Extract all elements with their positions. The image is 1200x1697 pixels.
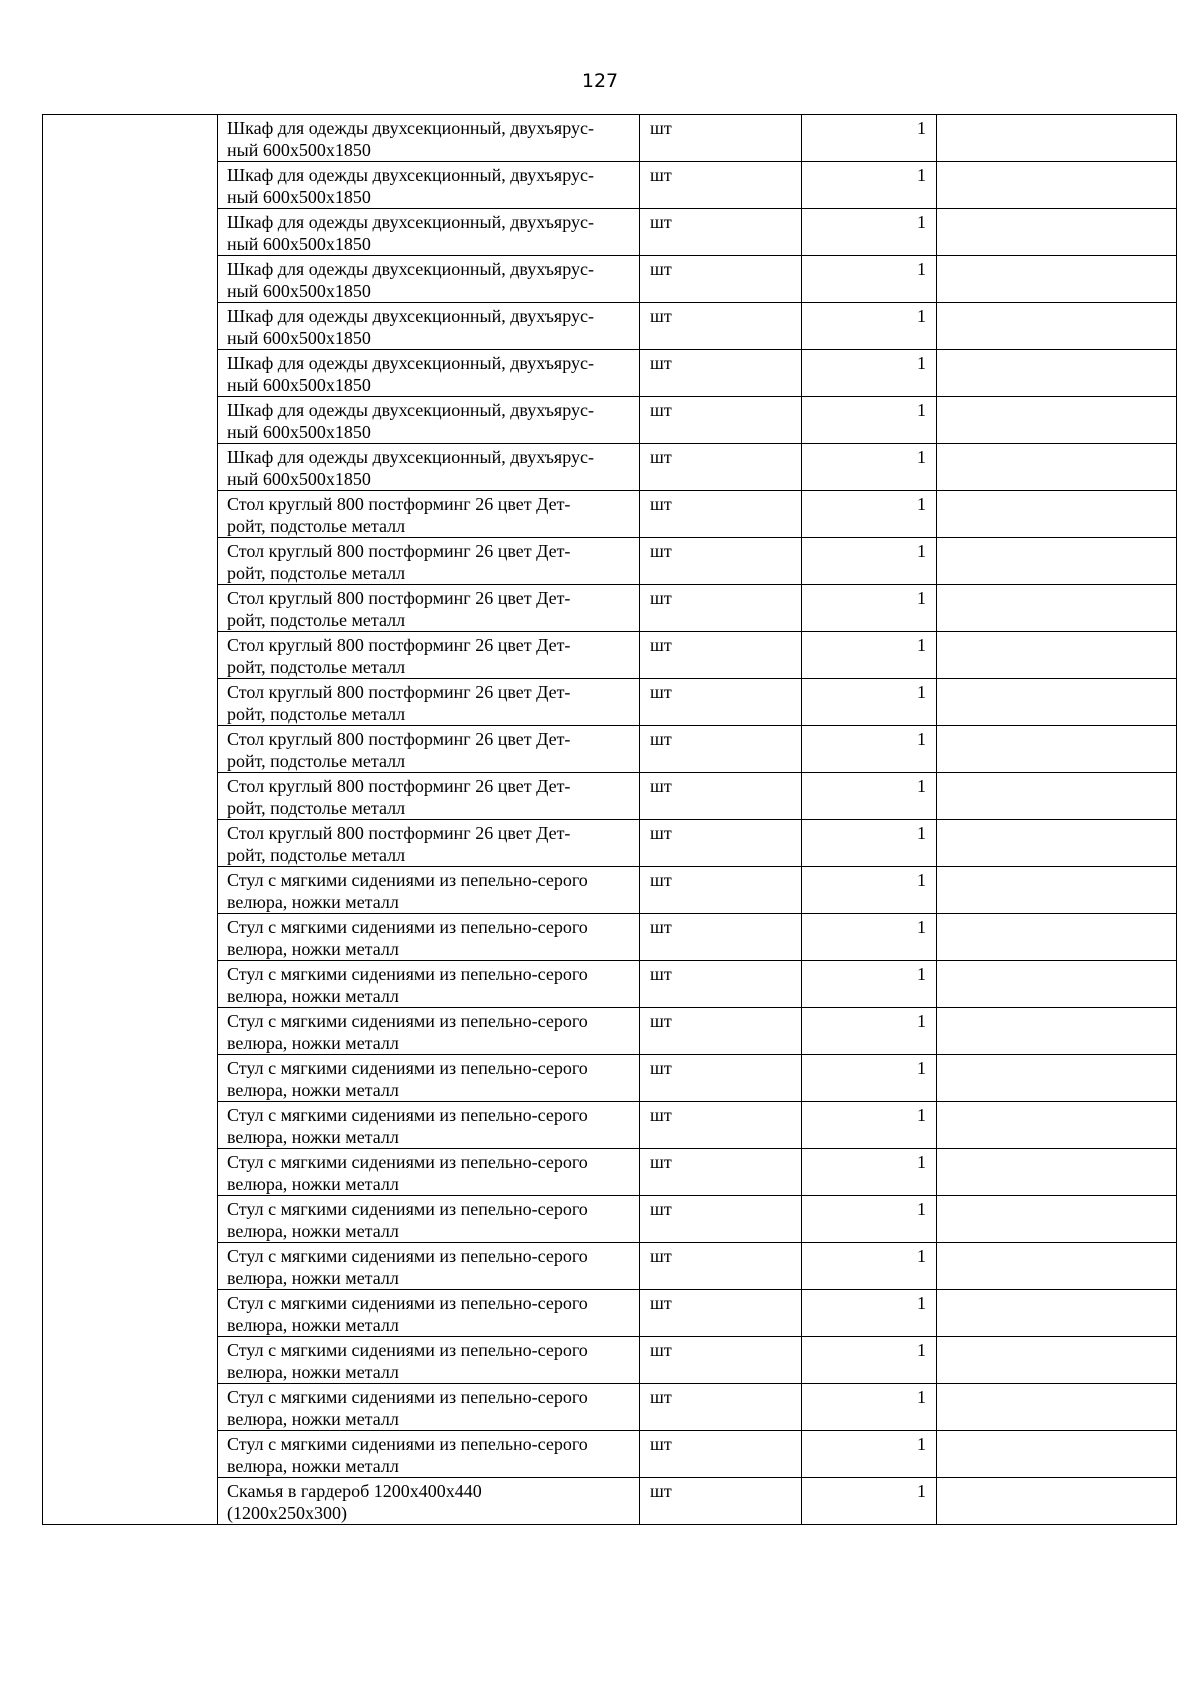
quantity-cell: 1 — [802, 1149, 937, 1196]
quantity-cell: 1 — [802, 1196, 937, 1243]
item-name-line2: ный 600х500х1850 — [227, 187, 371, 207]
item-name-line1: Шкаф для одежды двухсекционный, двухъярус- — [227, 212, 594, 232]
empty-note-cell — [937, 1290, 1177, 1337]
empty-note-cell — [937, 1008, 1177, 1055]
item-name-line2: велюра, ножки металл — [227, 1362, 399, 1382]
item-name-line1: Стол круглый 800 постформинг 26 цвет Дет- — [227, 635, 571, 655]
empty-note-cell — [937, 679, 1177, 726]
item-name-line2: ройт, подстолье металл — [227, 798, 406, 818]
quantity-cell: 1 — [802, 444, 937, 491]
unit-cell: шт — [640, 773, 802, 820]
quantity-cell: 1 — [802, 115, 937, 162]
item-name-line1: Стул с мягкими сидениями из пепельно-серого — [227, 1293, 588, 1313]
item-name-line2: велюра, ножки металл — [227, 1033, 399, 1053]
empty-note-cell — [937, 1149, 1177, 1196]
item-name-line1: Стул с мягкими сидениями из пепельно-серого — [227, 1199, 588, 1219]
empty-note-cell — [937, 1478, 1177, 1525]
empty-note-cell — [937, 1102, 1177, 1149]
item-name-line2: велюра, ножки металл — [227, 986, 399, 1006]
empty-note-cell — [937, 1384, 1177, 1431]
unit-cell: шт — [640, 444, 802, 491]
item-name-line1: Шкаф для одежды двухсекционный, двухъярус- — [227, 353, 594, 373]
item-name-line1: Стул с мягкими сидениями из пепельно-серого — [227, 1246, 588, 1266]
item-name-cell — [218, 303, 640, 350]
unit-cell: шт — [640, 820, 802, 867]
item-name-line1: Стул с мягкими сидениями из пепельно-серого — [227, 917, 588, 937]
quantity-cell: 1 — [802, 1102, 937, 1149]
item-name-cell — [218, 1290, 640, 1337]
item-name-line2: ройт, подстолье металл — [227, 704, 406, 724]
item-name-line1: Скамья в гардероб 1200х400х440 — [227, 1481, 482, 1501]
specification-table — [42, 114, 1177, 1525]
quantity-cell: 1 — [802, 397, 937, 444]
unit-cell: шт — [640, 1102, 802, 1149]
quantity-cell: 1 — [802, 1478, 937, 1525]
item-name-cell — [218, 397, 640, 444]
unit-cell: шт — [640, 491, 802, 538]
item-name-cell — [218, 726, 640, 773]
item-name-line2: ройт, подстолье металл — [227, 610, 406, 630]
empty-note-cell — [937, 820, 1177, 867]
quantity-cell: 1 — [802, 726, 937, 773]
empty-note-cell — [937, 1431, 1177, 1478]
empty-note-cell — [937, 209, 1177, 256]
item-name-line2: велюра, ножки металл — [227, 1456, 399, 1476]
unit-cell: шт — [640, 350, 802, 397]
unit-cell: шт — [640, 256, 802, 303]
item-name-cell — [218, 1149, 640, 1196]
unit-cell: шт — [640, 1290, 802, 1337]
item-name-cell — [218, 1431, 640, 1478]
empty-note-cell — [937, 632, 1177, 679]
unit-cell: шт — [640, 1337, 802, 1384]
empty-note-cell — [937, 1055, 1177, 1102]
quantity-cell: 1 — [802, 1008, 937, 1055]
quantity-cell: 1 — [802, 914, 937, 961]
item-name-line1: Стол круглый 800 постформинг 26 цвет Дет- — [227, 588, 571, 608]
item-name-cell — [218, 961, 640, 1008]
item-name-cell — [218, 914, 640, 961]
item-name-line1: Стол круглый 800 постформинг 26 цвет Дет- — [227, 823, 571, 843]
item-name-line1: Стол круглый 800 постформинг 26 цвет Дет- — [227, 541, 571, 561]
item-name-line1: Стул с мягкими сидениями из пепельно-серого — [227, 1058, 588, 1078]
item-name-line1: Стол круглый 800 постформинг 26 цвет Дет- — [227, 682, 571, 702]
quantity-cell: 1 — [802, 303, 937, 350]
item-name-line2: ройт, подстолье металл — [227, 657, 406, 677]
item-name-cell — [218, 1243, 640, 1290]
empty-note-cell — [937, 867, 1177, 914]
item-name-cell — [218, 1384, 640, 1431]
item-name-line2: ный 600х500х1850 — [227, 375, 371, 395]
item-name-line1: Стул с мягкими сидениями из пепельно-серого — [227, 1105, 588, 1125]
empty-note-cell — [937, 115, 1177, 162]
item-name-line2: ройт, подстолье металл — [227, 563, 406, 583]
quantity-cell: 1 — [802, 209, 937, 256]
item-name-cell — [218, 538, 640, 585]
item-name-line2: ный 600х500х1850 — [227, 422, 371, 442]
unit-cell: шт — [640, 303, 802, 350]
empty-note-cell — [937, 444, 1177, 491]
unit-cell: шт — [640, 867, 802, 914]
item-name-cell — [218, 1055, 640, 1102]
item-name-line2: велюра, ножки металл — [227, 1127, 399, 1147]
unit-cell: шт — [640, 115, 802, 162]
item-name-line1: Стол круглый 800 постформинг 26 цвет Дет- — [227, 729, 571, 749]
item-name-line1: Стул с мягкими сидениями из пепельно-серого — [227, 1340, 588, 1360]
item-name-cell — [218, 491, 640, 538]
unit-cell: шт — [640, 1196, 802, 1243]
item-name-line1: Стул с мягкими сидениями из пепельно-серого — [227, 1387, 588, 1407]
empty-number-column-cell — [43, 115, 218, 1525]
item-name-cell — [218, 444, 640, 491]
item-name-cell — [218, 115, 640, 162]
unit-cell: шт — [640, 914, 802, 961]
unit-cell: шт — [640, 961, 802, 1008]
quantity-cell: 1 — [802, 1431, 937, 1478]
item-name-line1: Стол круглый 800 постформинг 26 цвет Дет- — [227, 776, 571, 796]
quantity-cell: 1 — [802, 961, 937, 1008]
empty-note-cell — [937, 961, 1177, 1008]
item-name-cell — [218, 350, 640, 397]
quantity-cell: 1 — [802, 1384, 937, 1431]
quantity-cell: 1 — [802, 491, 937, 538]
unit-cell: шт — [640, 209, 802, 256]
item-name-cell — [218, 1008, 640, 1055]
page-number: 127 — [581, 70, 619, 92]
item-name-line2: велюра, ножки металл — [227, 1221, 399, 1241]
item-name-cell — [218, 256, 640, 303]
item-name-cell — [218, 773, 640, 820]
unit-cell: шт — [640, 162, 802, 209]
quantity-cell: 1 — [802, 538, 937, 585]
quantity-cell: 1 — [802, 820, 937, 867]
table-row — [43, 115, 1177, 162]
item-name-line2: велюра, ножки металл — [227, 1268, 399, 1288]
quantity-cell: 1 — [802, 1243, 937, 1290]
item-name-line1: Шкаф для одежды двухсекционный, двухъярус- — [227, 447, 594, 467]
item-name-line2: (1200х250х300) — [227, 1503, 347, 1523]
quantity-cell: 1 — [802, 256, 937, 303]
unit-cell: шт — [640, 679, 802, 726]
item-name-line2: ный 600х500х1850 — [227, 140, 371, 160]
item-name-cell — [218, 1102, 640, 1149]
empty-note-cell — [937, 585, 1177, 632]
item-name-cell — [218, 679, 640, 726]
unit-cell: шт — [640, 726, 802, 773]
item-name-line1: Шкаф для одежды двухсекционный, двухъярус- — [227, 165, 594, 185]
empty-note-cell — [937, 162, 1177, 209]
item-name-line1: Шкаф для одежды двухсекционный, двухъярус- — [227, 306, 594, 326]
quantity-cell: 1 — [802, 1337, 937, 1384]
quantity-cell: 1 — [802, 162, 937, 209]
unit-cell: шт — [640, 632, 802, 679]
unit-cell: шт — [640, 1243, 802, 1290]
empty-note-cell — [937, 256, 1177, 303]
quantity-cell: 1 — [802, 679, 937, 726]
quantity-cell: 1 — [802, 1290, 937, 1337]
empty-note-cell — [937, 1243, 1177, 1290]
empty-note-cell — [937, 914, 1177, 961]
quantity-cell: 1 — [802, 350, 937, 397]
item-name-cell — [218, 632, 640, 679]
unit-cell: шт — [640, 1478, 802, 1525]
item-name-line2: велюра, ножки металл — [227, 1174, 399, 1194]
item-name-line2: ный 600х500х1850 — [227, 281, 371, 301]
item-name-line2: велюра, ножки металл — [227, 1080, 399, 1100]
empty-note-cell — [937, 726, 1177, 773]
item-name-line1: Стул с мягкими сидениями из пепельно-серого — [227, 964, 588, 984]
empty-note-cell — [937, 397, 1177, 444]
quantity-cell: 1 — [802, 773, 937, 820]
item-name-line2: ройт, подстолье металл — [227, 516, 406, 536]
item-name-cell — [218, 1478, 640, 1525]
unit-cell: шт — [640, 538, 802, 585]
item-name-line1: Стул с мягкими сидениями из пепельно-серого — [227, 1152, 588, 1172]
unit-cell: шт — [640, 1149, 802, 1196]
item-name-cell — [218, 1337, 640, 1384]
empty-note-cell — [937, 1337, 1177, 1384]
empty-note-cell — [937, 538, 1177, 585]
item-name-cell — [218, 585, 640, 632]
item-name-line2: велюра, ножки металл — [227, 939, 399, 959]
item-name-line2: ройт, подстолье металл — [227, 845, 406, 865]
item-name-cell — [218, 162, 640, 209]
unit-cell: шт — [640, 397, 802, 444]
item-name-line2: велюра, ножки металл — [227, 1409, 399, 1429]
item-name-cell — [218, 1196, 640, 1243]
unit-cell: шт — [640, 1055, 802, 1102]
item-name-line2: ройт, подстолье металл — [227, 751, 406, 771]
unit-cell: шт — [640, 585, 802, 632]
item-name-cell — [218, 820, 640, 867]
empty-note-cell — [937, 1196, 1177, 1243]
unit-cell: шт — [640, 1384, 802, 1431]
item-name-line2: велюра, ножки металл — [227, 1315, 399, 1335]
empty-note-cell — [937, 350, 1177, 397]
item-name-cell — [218, 209, 640, 256]
quantity-cell: 1 — [802, 1055, 937, 1102]
empty-note-cell — [937, 303, 1177, 350]
unit-cell: шт — [640, 1431, 802, 1478]
item-name-line2: ный 600х500х1850 — [227, 234, 371, 254]
item-name-line1: Стул с мягкими сидениями из пепельно-серого — [227, 1434, 588, 1454]
item-name-cell — [218, 867, 640, 914]
quantity-cell: 1 — [802, 585, 937, 632]
quantity-cell: 1 — [802, 867, 937, 914]
item-name-line2: ный 600х500х1850 — [227, 328, 371, 348]
item-name-line2: ный 600х500х1850 — [227, 469, 371, 489]
empty-note-cell — [937, 491, 1177, 538]
quantity-cell: 1 — [802, 632, 937, 679]
item-name-line1: Стул с мягкими сидениями из пепельно-серого — [227, 1011, 588, 1031]
item-name-line1: Стул с мягкими сидениями из пепельно-серого — [227, 870, 588, 890]
item-name-line1: Шкаф для одежды двухсекционный, двухъярус- — [227, 400, 594, 420]
item-name-line2: велюра, ножки металл — [227, 892, 399, 912]
item-name-line1: Шкаф для одежды двухсекционный, двухъярус- — [227, 259, 594, 279]
item-name-line1: Стол круглый 800 постформинг 26 цвет Дет- — [227, 494, 571, 514]
empty-note-cell — [937, 773, 1177, 820]
item-name-line1: Шкаф для одежды двухсекционный, двухъярус- — [227, 118, 594, 138]
unit-cell: шт — [640, 1008, 802, 1055]
